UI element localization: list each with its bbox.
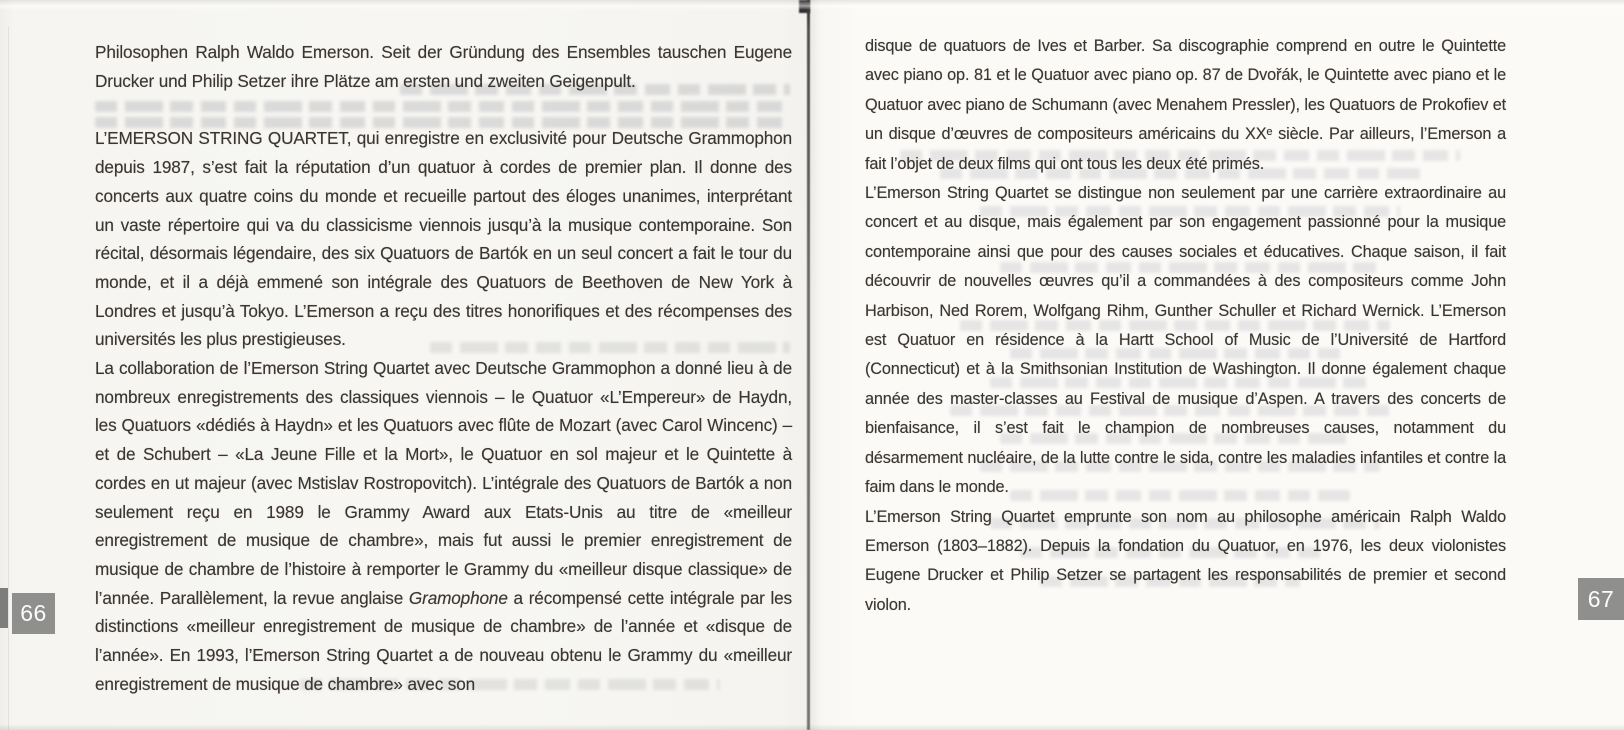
collab-text-post: a récompensé cette intégrale par les distinctions «meilleur enregistrement de musique de chambre» de l’année et «disque de l’année». En 1993, l’Emerson String Quartet a de nouveau obtenu le Grammy du «meilleur enregistrement de musique de chambre» avec son	[95, 587, 793, 694]
page-number-left: 66	[20, 600, 47, 626]
page-number-right: 67	[1587, 585, 1615, 612]
collab-text-pre: La collaboration de l’Emerson String Quartet avec Deutsche Grammophon a donné lieu à de nombreux enregistrements des classiques viennois – le Quatuor «L’Empereur» de Haydn, les Quatuors «dédiés à Haydn» et les Quatuors avec flûte de Mozart (avec Carol Wincenc) – et de Schubert – «La Jeune Fille et la Mort», le Quatuor en sol majeur et le Quintette à cordes en ut majeur (avec Mstislav Rostropovitch). L’intégrale des Quatuors de Bartók a non seulement reçu en 1989 le Grammy Award aux Etats-Unis au titre de «meilleur enregistrement de musique de chambre», mais fut aussi le premier enregistrement de musique de chambre de l’histoire à remporter le Grammy du «meilleur disque classique» de l’année. Parallèlement, la revue anglaise	[95, 358, 792, 608]
scan-bottom-edge	[0, 724, 1624, 730]
paragraph-ensemble-intro: L’EMERSON STRING QUARTET, qui enregistre en exclusivité pour Deutsche Grammophon depuis 1987, s’est fait la réputation d’un quatuor à cordes de premier plan. Il donne des concerts aux quatre coins du monde et recueille partout des éloges unanimes, interprétant un vaste répertoire qui va du classicisme viennois jusqu’à la musique contemporaine. Son récital, désormais légendaire, des six Quatuors de Bartók en un seul concert a fait le tour du monde, et il a déjà emmené son intégrale des Quatuors de Beethoven de New York à Londres et jusqu’à Tokyo. L’Emerson a reçu des titres honorifiques et des récompenses des universités les plus prestigieuses.	[95, 128, 792, 350]
paragraph-engagement: L’Emerson String Quartet se distingue non seulement par une carrière extraordinaire au concert et au disque, mais également par son engagement passionné pour la musique contemporaine ainsi que pour des causes sociales et éducatives. Chaque saison, il fait découvrir de nouvelles œuvres qu’il a commandées à des compositeurs comme John Harbison, Ned Rorem, Wolfgang Rihm, Gunther Schuller et Richard Wernick. L’Emerson est Quatuor en résidence à la Hartt School of Music de l’Université de Hartford (Connecticut) et à la Smithsonian Institution de Washington. Il donne également chaque année des master-classes au Festival de musique d’Aspen. A travers des concerts de bienfaisance, il s’est fait le champion de nombreuses causes, notamment du désarmement nucléaire, de la lutte contre le sida, contre les maladies infantiles et contre la faim dans le monde.	[865, 184, 1506, 497]
paragraph-german-caption: Philosophen Ralph Waldo Emerson. Seit der Gründung des Ensembles tauschen Eugene Drucker und Philip Setzer ihre Plätze am ersten und zweiten Geigenpult.	[95, 42, 792, 91]
paragraph-dg-collaboration	[95, 354, 792, 698]
left-page-text	[95, 38, 792, 698]
page-tab-edge-strip	[0, 588, 8, 628]
right-page	[811, 0, 1624, 730]
paragraph-name-origin: L’Emerson String Quartet emprunte son nom au philosophe américain Ralph Waldo Emerson (1803–1882). Depuis la fondation du Quatuor, en 1976, les deux violonistes Eugene Drucker et Philip Setzer se partagent les responsabilités de premier et second violon.	[865, 507, 1506, 614]
page-edge-line	[8, 26, 9, 730]
paragraph-discography: disque de quatuors de Ives et Barber. Sa discographie comprend en outre le Quintette avec piano op. 81 et le Quatuor avec piano op. 87 de Dvořák, le Quintette avec piano et le Quatuor avec piano de Schumann (avec Menahem Pressler), les Quatuors de Prokofiev et un disque d’œuvres de compositeurs américains du XXᵉ siècle. Par ailleurs, l’Emerson a fait l’objet de deux films qui ont tous les deux été primés.	[865, 37, 1506, 173]
left-page	[0, 0, 811, 730]
scan-top-edge	[0, 0, 1624, 10]
gramophone-magazine-italic: Gramophone	[408, 587, 508, 608]
gutter-fold-line	[807, 0, 810, 730]
right-page-text	[865, 32, 1506, 620]
page-number-tab-right	[1578, 578, 1624, 620]
page-number-tab-left	[12, 593, 55, 634]
